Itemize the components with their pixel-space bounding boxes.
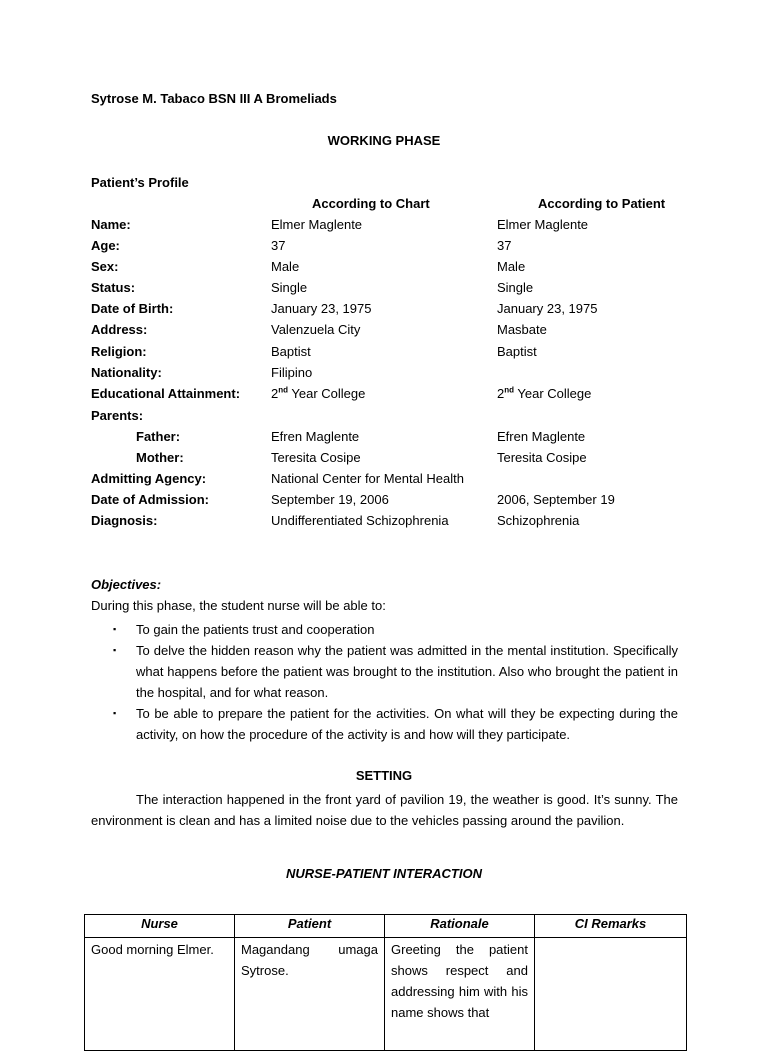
ordinal-suffix: nd <box>278 385 289 395</box>
profile-label: Name: <box>91 217 131 232</box>
patient-value: 37 <box>497 238 512 253</box>
patient-value: Efren Maglente <box>497 429 586 444</box>
ci-remarks-cell <box>535 938 687 1051</box>
profile-row-sex <box>0 259 768 279</box>
patient-value: Male <box>497 259 526 274</box>
objectives-heading: Objectives: <box>91 577 162 592</box>
patient-value: Baptist <box>497 344 537 359</box>
patient-value: Teresita Cosipe <box>497 450 587 465</box>
nurse-cell: Good morning Elmer. <box>85 938 235 1051</box>
value-rest: Year College <box>514 386 592 401</box>
chart-value: Baptist <box>271 344 311 359</box>
patient-value <box>497 386 591 401</box>
chart-value: Single <box>271 280 308 295</box>
list-item <box>91 703 678 745</box>
setting-heading: SETTING <box>355 768 413 783</box>
profile-row-mother <box>0 450 768 470</box>
chart-value: Efren Maglente <box>271 429 360 444</box>
chart-value <box>271 386 365 401</box>
chart-value: Male <box>271 259 300 274</box>
profile-row-father <box>0 429 768 449</box>
profile-row-educational-attainment <box>0 386 768 406</box>
chart-value: Undifferentiated Schizophrenia <box>271 513 449 528</box>
profile-label: Age: <box>91 238 120 253</box>
chart-value: Elmer Maglente <box>271 217 363 232</box>
profile-row-admitting-agency <box>0 471 768 491</box>
ordinal-suffix: nd <box>504 385 515 395</box>
profile-label: Address: <box>91 322 148 337</box>
column-header-ci-remarks: CI Remarks <box>535 915 687 938</box>
column-header-rationale: Rationale <box>385 915 535 938</box>
table-header-row <box>85 915 687 938</box>
profile-label: Sex: <box>91 259 119 274</box>
column-header-chart: According to Chart <box>312 196 430 211</box>
bullet-icon: ▪ <box>113 624 117 634</box>
bullet-icon: ▪ <box>113 708 117 718</box>
profile-label: Parents: <box>91 408 144 423</box>
profile-row-name <box>0 217 768 237</box>
profile-row-diagnosis <box>0 513 768 533</box>
chart-value: Filipino <box>271 365 313 380</box>
chart-value: January 23, 1975 <box>271 301 372 316</box>
document-header: Sytrose M. Tabaco BSN III A Bromeliads <box>91 91 337 106</box>
objective-text: To delve the hidden reason why the patient was admitted in the mental institution. Specifically what happens before the patient was brought to the institution. Also who brought the patient in the hospital, and for what reason. <box>136 643 678 700</box>
chart-value: September 19, 2006 <box>271 492 389 507</box>
interaction-table <box>84 914 687 1051</box>
chart-value: National Center for Mental Health <box>271 471 464 486</box>
profile-label: Nationality: <box>91 365 162 380</box>
column-header-patient: According to Patient <box>538 196 666 211</box>
phase-title: WORKING PHASE <box>327 133 441 148</box>
patient-value: January 23, 1975 <box>497 301 598 316</box>
chart-value: Teresita Cosipe <box>271 450 361 465</box>
profile-label: Admitting Agency: <box>91 471 207 486</box>
profile-label: Date of Birth: <box>91 301 174 316</box>
patient-value: 2006, September 19 <box>497 492 615 507</box>
profile-row-address <box>0 322 768 342</box>
chart-value: Valenzuela City <box>271 322 361 337</box>
patient-value: Elmer Maglente <box>497 217 589 232</box>
profile-row-date-of-birth <box>0 301 768 321</box>
patient-value: Single <box>497 280 534 295</box>
profile-label: Mother: <box>136 450 184 465</box>
profile-label: Status: <box>91 280 136 295</box>
profile-label: Father: <box>136 429 181 444</box>
objective-text: To be able to prepare the patient for the activities. On what will they be expecting during the activity, on how the procedure of the activity is and how will they participate. <box>136 706 678 742</box>
profile-row-status <box>0 280 768 300</box>
objective-text: To gain the patients trust and cooperation <box>136 622 375 637</box>
profile-row-nationality <box>0 365 768 385</box>
table-row <box>85 938 687 1051</box>
profile-label: Diagnosis: <box>91 513 158 528</box>
objectives-intro: During this phase, the student nurse will be able to: <box>91 598 386 613</box>
bullet-icon: ▪ <box>113 645 117 655</box>
profile-row-parents <box>0 408 768 428</box>
interaction-title: NURSE-PATIENT INTERACTION <box>286 866 482 881</box>
profile-label: Educational Attainment: <box>91 386 241 401</box>
profile-row-religion <box>0 344 768 364</box>
patient-cell: Magandang umaga Sytrose. <box>235 938 385 1051</box>
rationale-cell: Greeting the patient shows respect and addressing him with his name shows that <box>385 938 535 1051</box>
list-item <box>91 640 678 703</box>
profile-row-age <box>0 238 768 258</box>
column-header-nurse: Nurse <box>85 915 235 938</box>
patient-value: Schizophrenia <box>497 513 580 528</box>
profile-row-date-of-admission <box>0 492 768 512</box>
ordinal-number: 2 <box>497 386 505 401</box>
ordinal-number: 2 <box>271 386 279 401</box>
column-header-patient: Patient <box>235 915 385 938</box>
list-item <box>91 619 678 640</box>
patient-value: Masbate <box>497 322 547 337</box>
chart-value: 37 <box>271 238 286 253</box>
profile-label: Date of Admission: <box>91 492 209 507</box>
setting-paragraph: The interaction happened in the front yard of pavilion 19, the weather is good. It’s sunny. The environment is clean and has a limited noise due to the vehicles passing around the pavilion. <box>91 792 678 828</box>
objectives-list <box>91 619 678 745</box>
profile-heading: Patient’s Profile <box>91 175 189 190</box>
profile-label: Religion: <box>91 344 147 359</box>
value-rest: Year College <box>288 386 366 401</box>
